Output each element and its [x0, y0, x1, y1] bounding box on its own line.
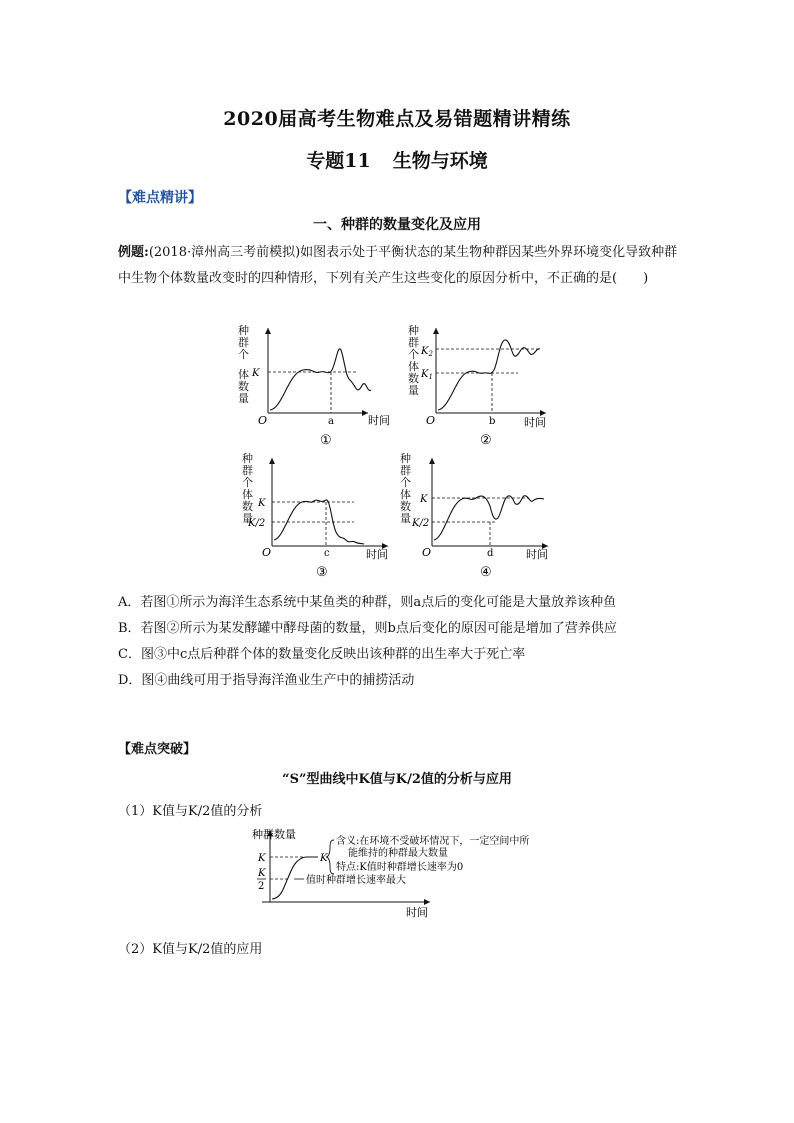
graph-4 — [400, 452, 548, 578]
svg-text:量: 量 — [242, 512, 253, 525]
svg-text:量: 量 — [238, 392, 249, 405]
graph-2-k1-label: $K_1$ — [421, 369, 433, 381]
subtitle-name: 生物与环境 — [392, 150, 488, 172]
svg-text:体: 体 — [400, 488, 411, 501]
svg-text:种: 种 — [242, 452, 253, 465]
svg-text:体: 体 — [238, 368, 249, 381]
subtitle-topic: 专题11 — [306, 150, 371, 172]
population-graphs — [228, 318, 588, 578]
svg-text:种: 种 — [400, 452, 411, 465]
s-curve-k-brace-label: K — [320, 853, 328, 864]
option-c: C．图③中c点后种群个体的数量变化反映出该种群的出生率大于死亡率 — [118, 647, 526, 662]
svg-text:数: 数 — [408, 372, 419, 385]
svg-text:个: 个 — [400, 476, 411, 489]
svg-text:2: 2 — [258, 881, 265, 892]
graph-2-k2-label: $K_2$ — [421, 346, 433, 358]
s-curve-xlabel: 时间 — [406, 906, 428, 919]
graph-3-ylabel — [242, 452, 253, 525]
svg-text:种: 种 — [408, 324, 419, 337]
option-a: A．若图①所示为海洋生态系统中某鱼类的种群，则a点后的变化可能是大量放养该种鱼 — [118, 595, 617, 610]
svg-text:量: 量 — [400, 512, 411, 525]
graph-1-k-label: K — [252, 368, 260, 379]
svg-text:个: 个 — [408, 348, 419, 361]
graph-1-curve — [270, 349, 371, 410]
svg-text:个: 个 — [242, 476, 253, 489]
graph-4-khalf-label: K/2 — [412, 518, 430, 529]
graph-1-caption: ① — [320, 433, 332, 448]
svg-text:群: 群 — [238, 336, 249, 349]
item-analysis: （1）K值与K/2值的分析 — [118, 804, 263, 819]
svg-text:种: 种 — [238, 324, 249, 337]
svg-text:数: 数 — [400, 500, 411, 513]
graph-1-point-a: a — [328, 416, 334, 427]
graph-1-origin: O — [258, 414, 268, 427]
s-curve-brace — [326, 840, 334, 874]
svg-text:个: 个 — [238, 348, 249, 361]
graph-2-curve — [438, 340, 540, 410]
graph-2-point-b: b — [489, 416, 496, 427]
doc-title: 2020届高考生物难点及易错题精讲精练 — [223, 108, 571, 130]
heading-population: 一、种群的数量变化及应用 — [313, 217, 481, 233]
graph-4-origin: O — [422, 546, 432, 559]
s-curve-ylabel: 种群数量 — [252, 828, 296, 841]
graph-3-khalf-label: K/2 — [248, 518, 266, 529]
svg-text:群: 群 — [400, 464, 411, 477]
graph-2-xlabel: 时间 — [524, 416, 546, 429]
graph-2 — [408, 324, 546, 448]
graph-2-origin: O — [426, 414, 436, 427]
graph-4-caption: ④ — [480, 565, 492, 578]
example-text: (2018·漳州高三考前模拟)如图表示处于平衡状态的某生物种群因某些外界环境变化导致种群中生物个体数量改变时的四种情形，下列有关产生这些变化的原因分析中，不正确的是( ) — [118, 245, 678, 286]
graph-4-k-label: K — [420, 494, 428, 505]
svg-text:体: 体 — [408, 360, 419, 373]
example-question — [118, 240, 680, 292]
option-b: B．若图②所示为某发酵罐中酵母菌的数量，则b点后变化的原因可能是增加了营养供应 — [118, 621, 617, 636]
section-label-explain: 【难点精讲】 — [118, 190, 202, 206]
svg-text:K: K — [258, 868, 266, 879]
s-curve-khalf-label — [257, 868, 266, 892]
svg-text:群: 群 — [242, 464, 253, 477]
graph-4-point-d: d — [487, 548, 494, 559]
s-curve-note-meaning: 含义:在环境不受破坏情况下，一定空间中所 — [336, 836, 530, 847]
graph-3-caption: ③ — [316, 565, 328, 578]
item-application: （2）K值与K/2值的应用 — [118, 942, 263, 957]
s-curve-diagram — [248, 826, 588, 922]
graph-1-ylabel — [238, 324, 249, 405]
graph-4-curve — [434, 496, 544, 540]
heading-s-curve: “S”型曲线中K值与K/2值的分析与应用 — [282, 772, 512, 787]
option-d: D．图④曲线可用于指导海洋渔业生产中的捕捞活动 — [118, 673, 415, 688]
svg-text:量: 量 — [408, 384, 419, 397]
graph-3-origin: O — [262, 546, 272, 559]
svg-text:体: 体 — [242, 488, 253, 501]
svg-text:数: 数 — [238, 380, 249, 393]
graph-3 — [242, 452, 388, 578]
graph-1 — [238, 324, 390, 448]
s-curve-note-khalf: 值时种群增长速率最大 — [306, 875, 406, 886]
graph-2-ylabel — [408, 324, 419, 397]
graph-3-point-c: c — [324, 548, 330, 559]
doc-subtitle — [0, 146, 794, 173]
graph-1-xlabel: 时间 — [368, 414, 390, 427]
graph-4-ylabel — [400, 452, 411, 525]
graph-3-xlabel: 时间 — [366, 548, 388, 561]
graph-2-caption: ② — [480, 433, 492, 448]
example-label: 例题: — [118, 245, 149, 260]
section-label-breakthrough: 【难点突破】 — [118, 742, 197, 757]
s-curve-note-feature: 特点:K值时种群增长速率为0 — [336, 862, 464, 873]
s-curve-k-label: K — [258, 853, 266, 864]
graph-4-xlabel: 时间 — [526, 548, 548, 561]
svg-text:群: 群 — [408, 336, 419, 349]
s-curve-note-meaning-cont: 能维持的种群最大数量 — [348, 848, 448, 859]
graph-3-k-label: K — [258, 498, 266, 509]
svg-text:数: 数 — [242, 500, 253, 513]
